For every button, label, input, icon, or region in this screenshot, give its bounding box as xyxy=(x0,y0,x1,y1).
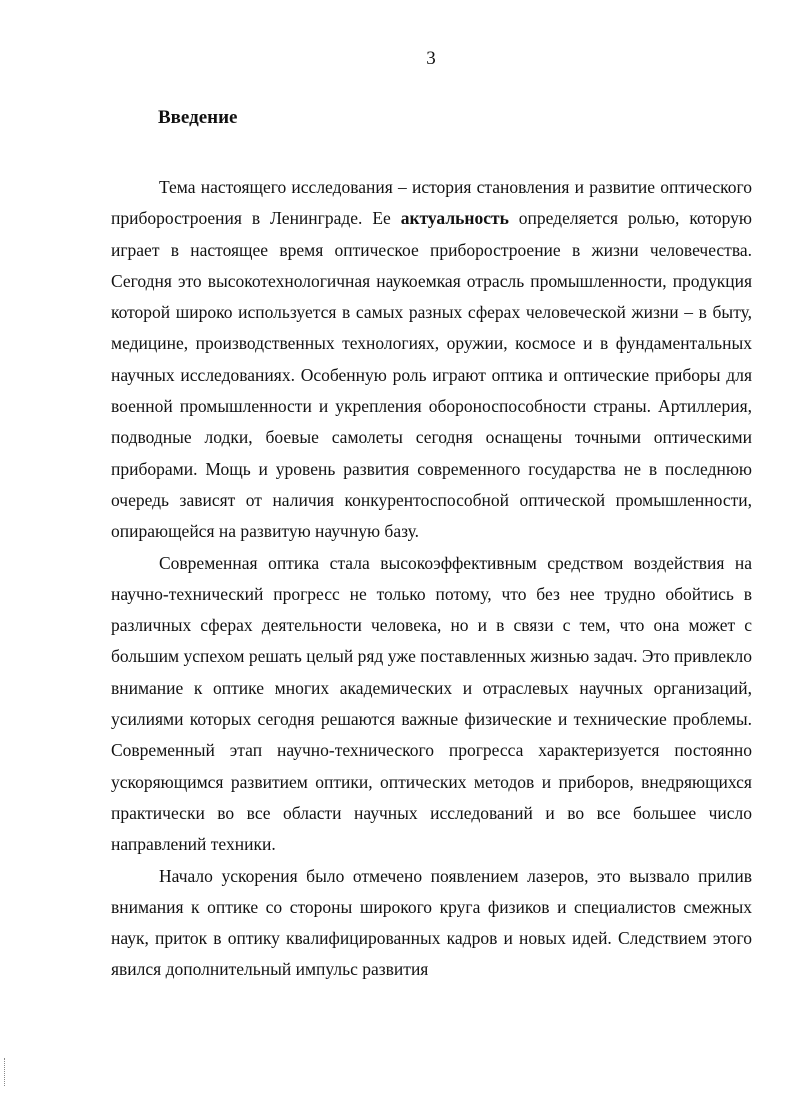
paragraph-1-start: Тема настоящего исследования – история становления и развитие оптического приборостроения в Ленинграде. Ее xyxy=(111,177,752,229)
page-number: 3 xyxy=(426,48,436,69)
paragraph-1-end: определяется ролью, которую играет в настоящее время оптическое приборостроение в жизни человечества. Сегодня это высокотехнологичная наукоемкая отрасль промышленности, продукция которой широко используется в самых разных сферах человеческой жизни – в быту, медицине, производственных технологиях, оружии, космосе и в фундаментальных научных исследованиях. Особенную роль играют оптика и оптические приборы для военной промышленности и укрепления обороноспособности страны. Артиллерия, подводные лодки, боевые самолеты сегодня оснащены точными оптическими приборами. Мощь и уровень развития современного государства не в последнюю очередь зависят от наличия конкурентоспособной оптической промышленности, опирающейся на развитую научную базу. xyxy=(111,208,752,542)
paragraph-1 xyxy=(111,172,752,548)
paragraph-3: Начало ускорения было отмечено появлением лазеров, это вызвало прилив внимания к оптике со стороны широкого круга физиков и специалистов смежных наук, приток в оптику квалифицированных кадров и новых идей. Следствием этого явился дополнительный импульс развития xyxy=(111,865,752,980)
paragraph-2: Современная оптика стала высокоэффективным средством воздействия на научно-технический прогресс не только потому, что без нее трудно обойтись в различных сферах деятельности человека, но и в связи с тем, что она может с большим успехом решать целый ряд уже поставленных жизнью задач. Это привлекло внимание к оптике многих академических и отраслевых научных организаций, усилиями которых сегодня решаются важные физические и технические проблемы. Современный этап научно-технического прогресса характеризуется постоянно ускоряющимся развитием оптики, оптических методов и приборов, внедряющихся практически во все области научных исследований и во все большее число направлений техники. xyxy=(111,552,752,855)
key-term: актуальность xyxy=(400,208,509,229)
section-heading: Введение xyxy=(158,107,238,128)
scan-margin-mark xyxy=(4,1058,11,1086)
body-text xyxy=(111,172,752,986)
